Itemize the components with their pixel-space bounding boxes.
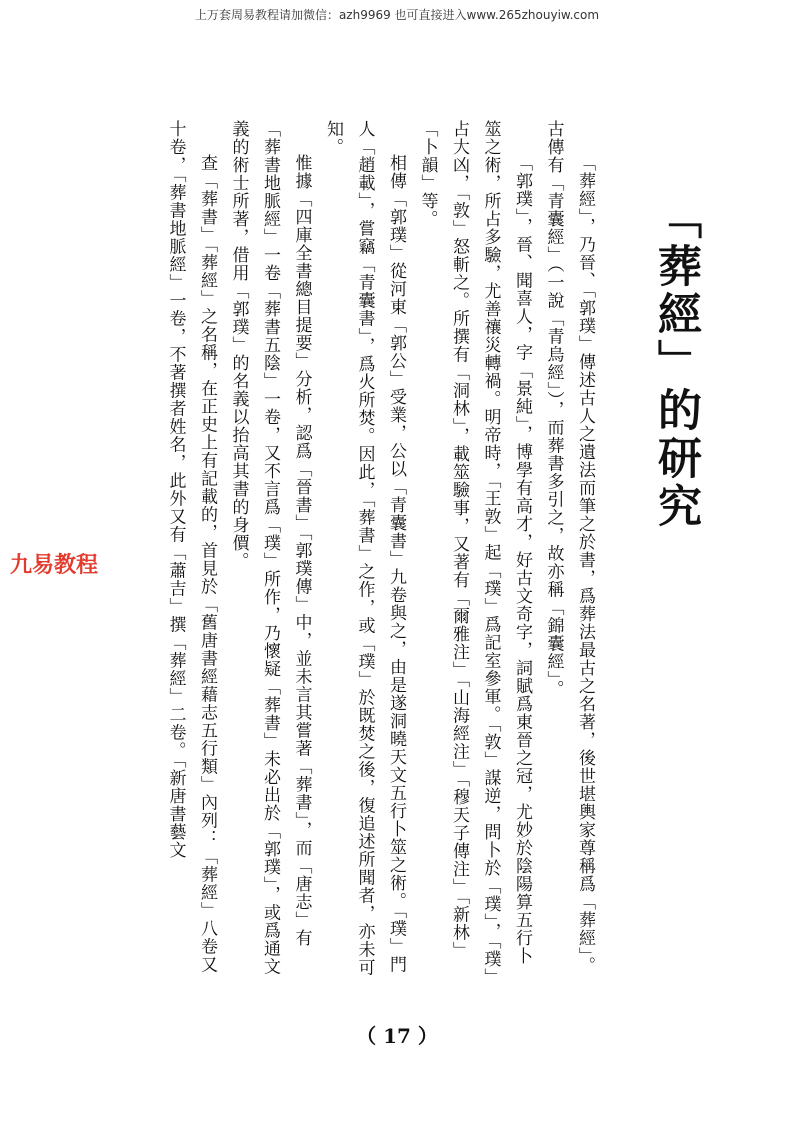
header-watermark: 上万套周易教程请加微信：azh9969 也可直接进入www.265zhouyiw.com: [194, 8, 600, 22]
page-number: （ 17 ）: [356, 1024, 438, 1048]
paragraph-3: 相傳「郭璞」從河東「郭公」受業，公以「青囊書」九卷與之，由是遂洞曉天文五行卜筮之術。「璞」門人「趙載」，嘗竊「青囊書」，爲火所焚。因此，「葬書」之作，或「璞」於既焚之後，復追述所聞者，亦未可知。: [323, 120, 406, 977]
paragraph-4: 惟據「四庫全書總目提要」分析，認爲「晉書」「郭璞傳」中，並未言其嘗著「葬書」，而「唐志」有「葬書地脈經」一卷「葬書五陰」一卷，又不言爲「璞」所作，乃懷疑「葬書」未必出於「郭璞」，或爲通文義的術士所著，借用「郭璞」的名義以抬高其書的身價。: [228, 120, 312, 976]
page-title: 「葬經」的研究: [650, 195, 701, 531]
body-text: [100, 120, 600, 980]
paragraph-5: 查「葬書」「葬經」之名稱，在正史上有記載的，首見於「舊唐書經藉志五行類」內列：「葬經」八卷又十卷，「葬書地脈經」一卷，不著撰者姓名，此外又有「蕭吉」撰「葬經」二卷。「新唐書藝文: [165, 120, 217, 974]
paragraph-2: 「郭璞」，晉、聞喜人，字「景純」，博學有高才，好古文奇字，詞賦爲東晉之冠，尤妙於陰陽算五行卜筮之術，所占多驗，尤善禳災轉禍。明帝時，「王敦」起「璞」爲記室參軍。「敦」謀逆，問卜於「璞」，「璞」占大凶，「敦」怒斬之。所撰有「洞林」，載筮驗事，又著有「爾雅注」「山海經注」「穆天子傳注」「新林」「卜韻」等。: [417, 120, 532, 978]
side-watermark: 九易教程: [10, 553, 99, 578]
paragraph-1: 「葬經」，乃晉、「郭璞」傳述古人之遺法而筆之於書，爲葬法最古之名著，後世堪輿家尊稱爲「葬經」。古傳有「青囊經」（一說「青烏經」），而葬書多引之，故亦稱「錦囊經」。: [543, 120, 595, 975]
